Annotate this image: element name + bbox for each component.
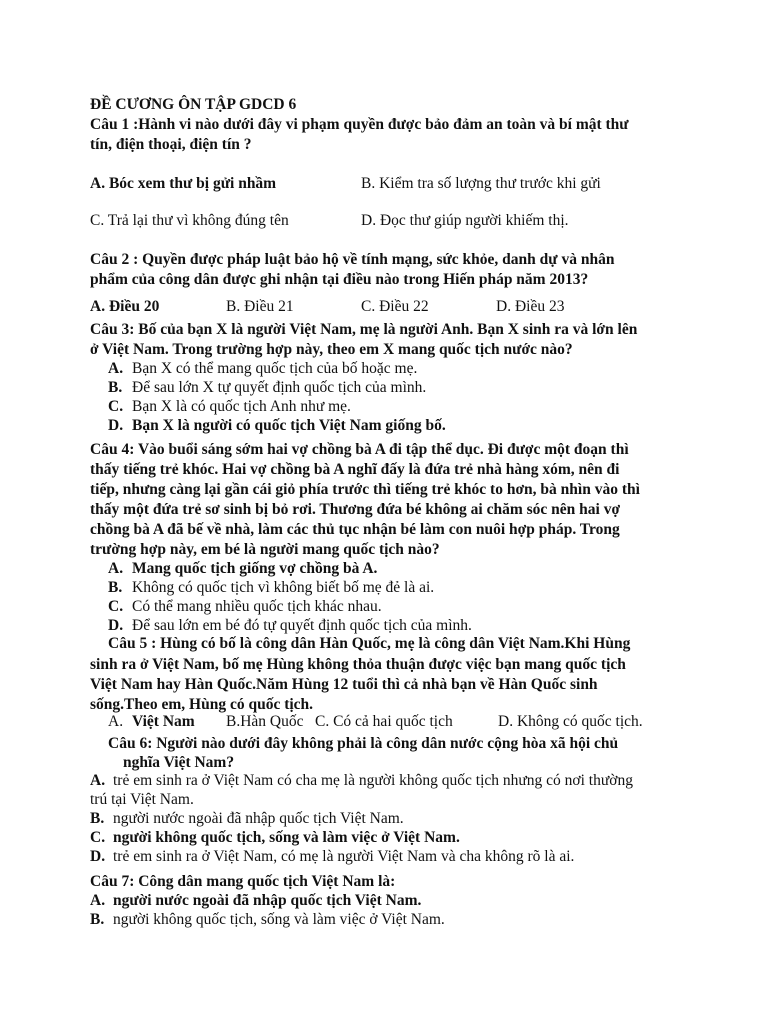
q5-text-line-1: Câu 5 : Hùng có bố là công dân Hàn Quốc, mẹ là công dân Việt Nam.Khi Hùng <box>108 635 631 652</box>
q6-option-a-line-2: trú tại Việt Nam. <box>90 791 194 808</box>
q2-option-c: C. Điều 22 <box>361 298 429 315</box>
q2-option-a: A. Điều 20 <box>90 298 160 315</box>
q7-option-b-letter: B. <box>90 911 105 928</box>
q4-option-b-letter: B. <box>108 579 123 596</box>
q3-option-c-letter: C. <box>108 398 124 415</box>
q7-option-a-letter: A. <box>90 892 106 909</box>
q3-option-a: Bạn X có thể mang quốc tịch của bố hoặc mẹ. <box>132 360 418 377</box>
q4-text-line-2: thấy tiếng trẻ khóc. Hai vợ chồng bà A nghĩ đấy là đứa trẻ nhà hàng xóm, nên đi <box>90 461 620 478</box>
q1-option-c: C. Trả lại thư vì không đúng tên <box>90 212 289 229</box>
q2-option-d: D. Điều 23 <box>496 298 565 315</box>
q6-text-line-1: Câu 6: Người nào dưới đây không phải là công dân nước cộng hòa xã hội chủ <box>108 735 619 752</box>
q3-option-d-letter: D. <box>108 417 124 434</box>
q6-option-d-letter: D. <box>90 848 106 865</box>
q4-option-a: Mang quốc tịch giống vợ chồng bà A. <box>132 560 378 577</box>
q4-text-line-1: Câu 4: Vào buổi sáng sớm hai vợ chồng bà A đi tập thể dục. Đi được một đoạn thì <box>90 441 629 458</box>
q6-option-b-letter: B. <box>90 810 105 827</box>
q4-text-line-6: trường hợp này, em bé là người mang quốc tịch nào? <box>90 541 440 558</box>
q4-text-line-3: tiếp, nhưng càng lại gần cái giỏ phía trước thì tiếng trẻ khóc to hơn, bà nhìn vào thì <box>90 481 640 498</box>
q1-text-line-1: Câu 1 :Hành vi nào dưới đây vi phạm quyền được bảo đảm an toàn và bí mật thư <box>90 116 629 133</box>
q5-text-line-4: sống.Theo em, Hùng có quốc tịch. <box>90 696 314 713</box>
q6-option-c-letter: C. <box>90 829 106 846</box>
q5-text-line-3: Việt Nam hay Hàn Quốc.Năm Hùng 12 tuổi thì cả nhà bạn về Hàn Quốc sinh <box>90 676 598 693</box>
q5-option-a-letter: A. <box>108 713 124 730</box>
q4-option-c-letter: C. <box>108 598 124 615</box>
q5-option-b: B.Hàn Quốc <box>226 713 304 730</box>
q4-text-line-4: thấy một đứa trẻ sơ sinh bị bỏ rơi. Thương đứa bé không ai chăm sóc nên hai vợ <box>90 501 621 518</box>
q6-option-b: người nước ngoài đã nhập quốc tịch Việt Nam. <box>113 810 404 827</box>
q2-text-line-1: Câu 2 : Quyền được pháp luật bảo hộ về tính mạng, sức khỏe, danh dự và nhân <box>90 251 615 268</box>
q4-option-c: Có thể mang nhiều quốc tịch khác nhau. <box>132 598 382 615</box>
q5-option-a: Việt Nam <box>132 713 195 730</box>
q6-option-a-letter: A. <box>90 772 106 789</box>
q5-option-c: C. Có cả hai quốc tịch <box>315 713 453 730</box>
q5-option-d: D. Không có quốc tịch. <box>498 713 643 730</box>
q7-text-line-1: Câu 7: Công dân mang quốc tịch Việt Nam là: <box>90 873 396 890</box>
q1-option-d: D. Đọc thư giúp người khiếm thị. <box>361 212 569 229</box>
q6-text-line-2: nghĩa Việt Nam? <box>123 754 235 771</box>
q2-option-b: B. Điều 21 <box>226 298 294 315</box>
q3-option-b-letter: B. <box>108 379 123 396</box>
q3-text-line-1: Câu 3: Bố của bạn X là người Việt Nam, mẹ là người Anh. Bạn X sinh ra và lớn lên <box>90 321 638 338</box>
q4-option-a-letter: A. <box>108 560 124 577</box>
q3-option-c: Bạn X là có quốc tịch Anh như mẹ. <box>132 398 351 415</box>
q4-option-d: Để sau lớn em bé đó tự quyết định quốc tịch của mình. <box>132 617 472 634</box>
q6-option-d: trẻ em sinh ra ở Việt Nam, có mẹ là người Việt Nam và cha không rõ là ai. <box>113 848 575 865</box>
q7-option-b: người không quốc tịch, sống và làm việc ở Việt Nam. <box>113 911 445 928</box>
q4-option-d-letter: D. <box>108 617 124 634</box>
q1-option-a: A. Bóc xem thư bị gửi nhầm <box>90 175 277 192</box>
q4-option-b: Không có quốc tịch vì không biết bố mẹ đẻ là ai. <box>132 579 435 596</box>
q7-option-a: người nước ngoài đã nhập quốc tịch Việt Nam. <box>113 892 422 909</box>
q1-text-line-2: tín, điện thoại, điện tín ? <box>90 136 252 153</box>
q3-option-b: Để sau lớn X tự quyết định quốc tịch của mình. <box>132 379 427 396</box>
q3-option-a-letter: A. <box>108 360 124 377</box>
q3-text-line-2: ở Việt Nam. Trong trường hợp này, theo em X mang quốc tịch nước nào? <box>90 341 573 358</box>
q4-text-line-5: chồng bà A đã bế về nhà, làm các thủ tục nhận bé làm con nuôi hợp pháp. Trong <box>90 521 620 538</box>
q1-option-b: B. Kiểm tra số lượng thư trước khi gửi <box>361 175 601 192</box>
q6-option-a-line-1: trẻ em sinh ra ở Việt Nam có cha mẹ là người không quốc tịch nhưng có nơi thường <box>113 772 633 789</box>
q2-text-line-2: phẩm của công dân được ghi nhận tại điều nào trong Hiến pháp năm 2013? <box>90 271 589 288</box>
q6-option-c: người không quốc tịch, sống và làm việc ở Việt Nam. <box>113 829 460 846</box>
document-title: ĐỀ CƯƠNG ÔN TẬP GDCD 6 <box>90 96 297 113</box>
q5-text-line-2: sinh ra ở Việt Nam, bố mẹ Hùng không thỏa thuận được việc bạn mang quốc tịch <box>90 656 626 673</box>
q3-option-d: Bạn X là người có quốc tịch Việt Nam giống bố. <box>132 417 446 434</box>
